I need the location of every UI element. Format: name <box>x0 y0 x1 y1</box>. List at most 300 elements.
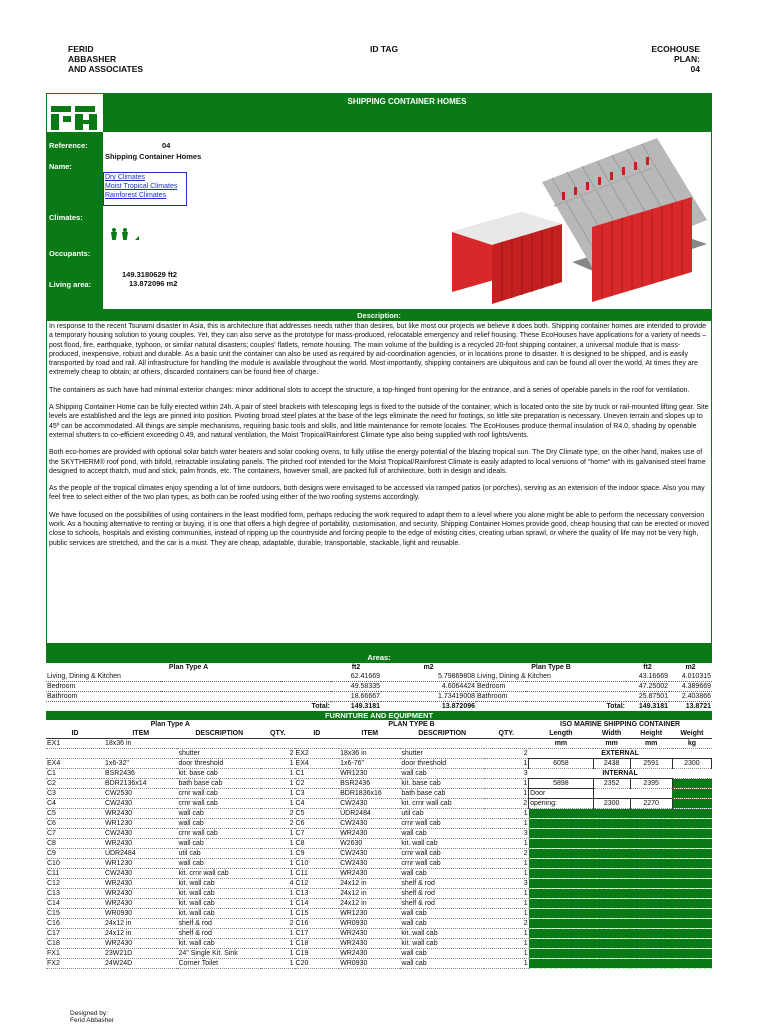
iso-internal-label: INTERNAL <box>529 769 712 779</box>
iso-blank <box>630 839 672 849</box>
description-paragraph: In response to the recent Tsunami disaster in Asia, this is architecture that addresses needs rather than desires, but like most our projects we believe it does both. Shipping container homes are intended to provide a temporary housing solution to young couples. Yet, they can also serve as the prototype for mass-produced, relocatable emergency and relief housing. These EcoHouses have applications for a variety of needs – post flood, fire, earthquake, typhoon, or similar natural disasters; couples' flatlets, remote housing. The main volume of the building is a recycled 20-foot shipping container, a universal module that is mass-produced, inexpensive, robust and durable. As a basic unit the container can also be used as required by aid-coordination agencies, or in locations prone to disaster. It is designed to be shipped, and is easily transported by road and rail. All infrastructure for handling the module is available throughout the world. Most importantly, shipping containers are ubiquitous and can be found all over the world. At times they are extremely cheap to obtain; at others, discarded containers can be found free of charge. <box>49 323 707 377</box>
plan-a-description: kit. wall cab <box>177 889 261 899</box>
iso-blank <box>672 949 711 959</box>
plan-a-description: kit. crnr wall cab <box>177 869 261 879</box>
plan-b-item: 24x12 in <box>339 889 400 899</box>
furniture-row <box>46 929 712 939</box>
iso-blank <box>630 899 672 909</box>
plan-b-item: WR2430 <box>339 929 400 939</box>
furniture-row <box>46 759 712 769</box>
plan-a-qty: 2 <box>261 809 294 819</box>
iso-door-label: Door <box>529 789 594 799</box>
plan-b-qty: 3 <box>484 769 529 779</box>
plan-b-qty: 1 <box>484 859 529 869</box>
iso-internal-value: 2352 <box>593 779 630 789</box>
plan-a-description: wall cab <box>177 859 261 869</box>
plan-a-item: CW2530 <box>104 789 178 799</box>
plan-b-id: EX4 <box>295 759 340 769</box>
plan-a-id <box>46 749 104 759</box>
iso-blank <box>630 809 672 819</box>
furniture-row <box>46 739 712 749</box>
description-paragraph: As the people of the tropical climates enjoy spending a lot of time outdoors, both designs were envisaged to be accessed via ramped patios (or porches), serving as an extension of the indoor space. Also you may feel free to select either of the two plan types, as both can be roofed using either of the two roofing systems accordingly. <box>49 485 705 502</box>
id-tag-title: ID TAG <box>370 44 399 54</box>
plan-a-item: WR0930 <box>104 909 178 919</box>
plan-a-item: WR2430 <box>104 809 178 819</box>
plan-a-qty <box>261 739 294 749</box>
plan-b-id: C20 <box>295 959 340 969</box>
logo <box>47 94 104 132</box>
firm-line: ABBASHER <box>68 54 117 64</box>
area-b-name: Living, Dining & Kitchen <box>476 672 626 682</box>
furniture-row <box>46 909 712 919</box>
occupants-label: Occupants: <box>47 249 103 258</box>
living-area-ft2: 149.3180629 ft2 <box>122 270 178 279</box>
iso-blank <box>672 779 711 789</box>
plan-a-description: shelf & rod <box>177 919 261 929</box>
firm-line: FERID <box>68 44 94 54</box>
plan-a-id: C11 <box>46 869 104 879</box>
climate-link-moist-tropical[interactable]: Moist Tropical Climates <box>105 183 178 190</box>
furniture-row <box>46 819 712 829</box>
plan-b-id <box>295 739 340 749</box>
col-id: ID <box>71 730 79 737</box>
iso-opening-label: opening: <box>529 799 594 809</box>
plan-line: PLAN: <box>674 54 700 64</box>
plan-b-item: CW2430 <box>339 819 400 829</box>
iso-blank <box>593 889 630 899</box>
plan-b-id: C11 <box>295 869 340 879</box>
plan-a-qty: 1 <box>261 929 294 939</box>
col-height: Height <box>640 730 663 737</box>
plan-a-id: C3 <box>46 789 104 799</box>
areas-m2-header: m2 <box>423 664 434 671</box>
plan-a-description: bath base cab <box>177 779 261 789</box>
plan-b-id: C5 <box>295 809 340 819</box>
iso-blank <box>672 909 711 919</box>
area-b-total-ft2: 149.3181 <box>638 703 669 710</box>
iso-blank <box>630 919 672 929</box>
plan-b-qty: 1 <box>484 909 529 919</box>
iso-blank <box>672 849 711 859</box>
plan-b-description: door threshold <box>400 759 484 769</box>
plan-b-qty: 1 <box>484 759 529 769</box>
furniture-row <box>46 859 712 869</box>
furniture-table <box>46 720 712 969</box>
plan-a-item: WR1230 <box>104 859 178 869</box>
plan-a-item: 23W21D <box>104 949 178 959</box>
plan-a-id: C1 <box>46 769 104 779</box>
plan-a-qty: 1 <box>261 789 294 799</box>
plan-b-id: C1 <box>295 769 340 779</box>
plan-a-description: crnr wall cab <box>177 829 261 839</box>
living-area-m2: 13.872096 m2 <box>129 279 178 288</box>
iso-blank <box>672 889 711 899</box>
iso-blank <box>593 939 630 949</box>
plan-a-item: 1x6-32" <box>104 759 178 769</box>
plan-a-item: WR2430 <box>104 889 178 899</box>
climate-link-dry[interactable]: Dry Climates <box>105 174 146 181</box>
iso-header: ISO MARINE SHIPPING CONTAINER <box>560 721 681 728</box>
plan-a-id: C10 <box>46 859 104 869</box>
plan-a-item: WR2430 <box>104 939 178 949</box>
iso-blank <box>529 829 594 839</box>
iso-internal-value: 5898 <box>529 779 594 789</box>
area-row <box>46 682 712 692</box>
iso-blank <box>672 809 711 819</box>
iso-door-value: 2270 <box>630 799 672 809</box>
area-a-ft2: 62.41669 <box>331 672 381 682</box>
firm-line: AND ASSOCIATES <box>68 64 144 74</box>
iso-blank <box>672 869 711 879</box>
plan-a-qty: 2 <box>261 919 294 929</box>
plan-b-qty: 1 <box>484 939 529 949</box>
plan-b-qty: 1 <box>484 959 529 969</box>
plan-label <box>651 44 700 74</box>
plan-b-item: WR1230 <box>339 769 400 779</box>
area-a-ft2: 49.58335 <box>331 682 381 692</box>
plan-b-description: wall cab <box>400 919 484 929</box>
iso-blank <box>593 919 630 929</box>
plan-b-item: WR0930 <box>339 959 400 969</box>
plan-b-id: C6 <box>295 819 340 829</box>
plan-a-description: shelf & rod <box>177 929 261 939</box>
plan-b-description: bath base cab <box>400 789 484 799</box>
plan-a-description: wall cab <box>177 809 261 819</box>
areas-m2-header: m2 <box>685 664 696 671</box>
iso-blank <box>672 959 711 969</box>
plan-a-id: C15 <box>46 909 104 919</box>
container-home-illustration <box>442 132 713 309</box>
plan-a-qty: 1 <box>261 939 294 949</box>
plan-b-item: UDR2484 <box>339 809 400 819</box>
plan-b-description: shelf & rod <box>400 889 484 899</box>
plan-b-id: C19 <box>295 949 340 959</box>
plan-a-item <box>104 749 178 759</box>
plan-b-description: kit. wall cab <box>400 839 484 849</box>
plan-a-id: C12 <box>46 879 104 889</box>
plan-a-description: util cab <box>177 849 261 859</box>
iso-blank <box>593 829 630 839</box>
person-icon <box>122 228 128 240</box>
area-row <box>46 692 712 702</box>
iso-blank <box>593 819 630 829</box>
furniture-row <box>46 829 712 839</box>
iso-blank <box>672 899 711 909</box>
furniture-row <box>46 959 712 969</box>
description-paragraph: The containers as such have had minimal exterior changes: minor additional slots to accept the structure, a top-hinged front opening for the entrance, and a series of operable panels in the roof for ventilation. <box>49 386 690 394</box>
occupants-icons <box>111 228 140 242</box>
plan-b-item: WR1230 <box>339 909 400 919</box>
plan-line: 04 <box>690 64 700 74</box>
plan-a-id: EX4 <box>46 759 104 769</box>
area-a-name: Living, Dining & Kitchen <box>46 672 331 682</box>
area-b-ft2: 43.16669 <box>626 672 669 682</box>
name-label: Name: <box>47 162 103 171</box>
iso-blank <box>630 819 672 829</box>
plan-b-qty: 1 <box>484 889 529 899</box>
plan-b-description: crnr wall cab <box>400 849 484 859</box>
plan-a-item: 24W24D <box>104 959 178 969</box>
plan-b-qty: 1 <box>484 899 529 909</box>
plan-a-qty: 1 <box>261 859 294 869</box>
plan-a-description: crnr wall cab <box>177 799 261 809</box>
plan-b-qty: 2 <box>484 749 529 759</box>
plan-b-qty: 2 <box>484 849 529 859</box>
plan-b-item: BSR2436 <box>339 779 400 789</box>
area-a-total-ft2: 149.3181 <box>350 703 380 710</box>
iso-blank <box>529 959 594 969</box>
iso-blank <box>630 929 672 939</box>
plan-a-qty: 1 <box>261 949 294 959</box>
iso-blank <box>529 879 594 889</box>
furniture-row <box>46 889 712 899</box>
child-icon <box>133 233 140 240</box>
climates-list <box>103 172 187 206</box>
plan-a-description: 24" Single Kit. Sink <box>177 949 261 959</box>
plan-b-description: kit. crnr wall cab <box>400 799 484 809</box>
plan-a-qty: 1 <box>261 959 294 969</box>
area-b-total-m2: 13.8721 <box>685 703 712 710</box>
iso-blank <box>630 889 672 899</box>
plan-b-header: PLAN TYPE B <box>388 721 435 728</box>
plan-a-description: kit. base cab <box>177 769 261 779</box>
plan-a-description: door threshold <box>177 759 261 769</box>
iso-unit: mm <box>630 739 672 749</box>
iso-blank <box>529 939 594 949</box>
area-b-ft2: 47.25002 <box>626 682 669 692</box>
plan-b-item: CW2430 <box>339 849 400 859</box>
iso-blank <box>672 859 711 869</box>
plan-b-id: C17 <box>295 929 340 939</box>
iso-blank <box>593 839 630 849</box>
plan-b-description: wall cab <box>400 909 484 919</box>
description-paragraph: A Shipping Container Home can be fully erected within 24h. A pair of steel brackets with telescoping legs is fixed to the outside of the container, which is located onto the site by truck or rail-mounted lifting gear. Site levels are established and the legs are pinned into position. Pivoting broad steel plates at the base of the legs eliminate the need for footings, so little site preparation is necessary. Uneven terrain and slopes up to 45º can be accommodated. All things are simple mechanisms, requiring basic tools and skills, and little maintenance for remote locales. The EcoHouses produce thermal insulation of R4.0, shading by openable external shutters to co-efficient exceeding 0.49, and natural ventilation, the Moist Tropical/Rainforest Climate type also being supplied with roof lights/vents. <box>49 404 709 439</box>
plan-b-description: kit. wall cab <box>400 929 484 939</box>
plan-b-qty: 1 <box>484 869 529 879</box>
climate-link-rainforest[interactable]: Rainforest Climates <box>105 192 167 199</box>
plan-b-qty: 1 <box>484 839 529 849</box>
plan-a-item: CW2430 <box>104 829 178 839</box>
plan-a-id: C5 <box>46 809 104 819</box>
spacer <box>46 643 712 652</box>
plan-b-qty: 1 <box>484 929 529 939</box>
area-row <box>46 672 712 682</box>
plan-a-qty: 1 <box>261 839 294 849</box>
area-a-name: Bedroom <box>46 682 331 692</box>
plan-b-item: CW2430 <box>339 859 400 869</box>
iso-blank <box>529 869 594 879</box>
col-description: DESCRIPTION <box>418 730 467 737</box>
plan-a-description: kit. wall cab <box>177 899 261 909</box>
plan-a-id: C17 <box>46 929 104 939</box>
plan-b-item: 24x12 in <box>339 899 400 909</box>
plan-a-id: C6 <box>46 819 104 829</box>
plan-a-qty: 1 <box>261 759 294 769</box>
plan-b-description <box>400 739 484 749</box>
plan-b-description: crnr wall cab <box>400 819 484 829</box>
reference-label: Reference: <box>47 141 103 150</box>
area-a-m2: 1.73419008 <box>381 692 476 702</box>
furniture-row <box>46 769 712 779</box>
iso-blank <box>593 959 630 969</box>
plan-b-id: C9 <box>295 849 340 859</box>
description-paragraph: Both eco-homes are provided with optional solar batch water heaters and solar cooking ovens, to fully utilise the energy potential of the blazing tropical sun. The Dry Climate type, on the other hand, makes use of the SKYTHERM® roof pond, with bifold, retractable insulating panels. The pitched roof intended for the Moist Tropical/Rainforest Climate is easily adapted to local versions of "home" with its galvanised steel frame designed to accept thatch, mud and stick, palm fronds, etc. The containers, however small, are packed full of architecture, both in design and ideals. <box>49 449 706 475</box>
iso-blank <box>630 959 672 969</box>
plan-b-description: shelf & rod <box>400 899 484 909</box>
iso-blank <box>672 879 711 889</box>
iso-external-value: 2438 <box>593 759 630 769</box>
iso-unit: mm <box>593 739 630 749</box>
plan-b-item: 1x6-76" <box>339 759 400 769</box>
plan-b-description: wall cab <box>400 769 484 779</box>
plan-b-item: 18x36 in <box>339 749 400 759</box>
plan-a-description: kit. wall cab <box>177 879 261 889</box>
plan-a-qty: 1 <box>261 909 294 919</box>
furniture-row <box>46 899 712 909</box>
iso-blank <box>593 859 630 869</box>
iso-blank <box>529 899 594 909</box>
iso-blank <box>630 869 672 879</box>
plan-b-item: WR2430 <box>339 939 400 949</box>
furniture-row <box>46 919 712 929</box>
plan-b-id: C15 <box>295 909 340 919</box>
iso-blank <box>672 789 711 799</box>
iso-blank <box>529 839 594 849</box>
plan-a-qty: 1 <box>261 769 294 779</box>
title-banner <box>103 94 711 132</box>
iso-blank <box>529 849 594 859</box>
plan-line: ECOHOUSE <box>651 44 700 54</box>
col-weight: Weight <box>680 730 704 737</box>
iso-blank <box>529 819 594 829</box>
plan-a-id: C4 <box>46 799 104 809</box>
plan-b-description: shelf & rod <box>400 879 484 889</box>
plan-b-id: C10 <box>295 859 340 869</box>
plan-a-item: CW2430 <box>104 799 178 809</box>
furniture-row <box>46 879 712 889</box>
col-qty: QTY. <box>498 730 515 737</box>
iso-blank <box>529 919 594 929</box>
plan-a-description: kit. wall cab <box>177 939 261 949</box>
plan-a-item: WR2430 <box>104 839 178 849</box>
area-total-row <box>46 702 712 712</box>
col-id: ID <box>313 730 321 737</box>
iso-external-value: 2300 <box>672 759 711 769</box>
plan-a-item: BSR2436 <box>104 769 178 779</box>
plan-a-id: C18 <box>46 939 104 949</box>
iso-blank <box>593 929 630 939</box>
plan-a-item: 24x12 in <box>104 929 178 939</box>
person-icon <box>111 228 117 240</box>
plan-b-id: EX2 <box>295 749 340 759</box>
iso-blank <box>630 879 672 889</box>
iso-blank <box>529 909 594 919</box>
areas-plan-b-header: Plan Type B <box>531 664 571 671</box>
furniture-row <box>46 789 712 799</box>
plan-b-qty <box>484 739 529 749</box>
plan-b-qty: 3 <box>484 829 529 839</box>
iso-external-value: 2591 <box>630 759 672 769</box>
plan-a-description: wall cab <box>177 839 261 849</box>
iso-blank <box>630 939 672 949</box>
iso-blank <box>672 829 711 839</box>
area-a-m2: 5.79869808 <box>381 672 476 682</box>
plan-a-id: C13 <box>46 889 104 899</box>
description-header: Description: <box>46 310 712 321</box>
living-area-label: Living area: <box>47 280 103 289</box>
plan-a-item: WR2430 <box>104 899 178 909</box>
plan-b-id: C14 <box>295 899 340 909</box>
plan-b-item: BDR1836x16 <box>339 789 400 799</box>
plan-a-qty: 1 <box>261 829 294 839</box>
plan-a-item: BDR2136x14 <box>104 779 178 789</box>
plan-a-item: 18x36 in <box>104 739 178 749</box>
plan-a-qty: 4 <box>261 879 294 889</box>
plan-a-description: kit. wall cab <box>177 909 261 919</box>
plan-b-item: WR0930 <box>339 919 400 929</box>
plan-a-id: C7 <box>46 829 104 839</box>
plan-b-description: wall cab <box>400 949 484 959</box>
plan-b-id: C18 <box>295 939 340 949</box>
iso-blank <box>593 909 630 919</box>
plan-b-item: 24x12 in <box>339 879 400 889</box>
iso-blank <box>529 809 594 819</box>
plan-b-description: wall cab <box>400 829 484 839</box>
plan-b-id: C7 <box>295 829 340 839</box>
area-b-name: Bathroom <box>476 692 626 702</box>
iso-blank <box>672 929 711 939</box>
furniture-row <box>46 779 712 789</box>
iso-unit: mm <box>529 739 594 749</box>
iso-blank <box>630 859 672 869</box>
col-qty: QTY. <box>270 730 286 737</box>
description-paragraph: We have focused on the possibilities of using containers in the least modified form, perhaps reducing the work required to adapt them to a level where you alone might be able to perform the necessary conversion work. As a housing alternative to renting or buying, it is one that offers a high degree of portability, customisation, and security. Shipping Container Homes provide good, cheap housing that can be erected or moved close to schools, hospitals and existing communities, instead of ripping up the countryside and forcing people to the edge of existing cities, creating urban sprawl, or where the quality of life may not be very high, public services are stretched, and the car is a must. They are cheap, adaptable, durable, transportable, stackable, light and reusable. <box>49 511 709 547</box>
climates-label: Climates: <box>47 213 103 222</box>
iso-blank <box>672 939 711 949</box>
iso-blank <box>672 819 711 829</box>
area-a-ft2: 18.66667 <box>331 692 381 702</box>
iso-blank <box>630 789 672 799</box>
plan-b-qty: 2 <box>484 799 529 809</box>
iso-blank <box>529 889 594 899</box>
plan-a-item: CW2430 <box>104 869 178 879</box>
plan-b-id: C16 <box>295 919 340 929</box>
plan-b-item: WR2430 <box>339 869 400 879</box>
plan-a-item: UDR2484 <box>104 849 178 859</box>
furniture-row <box>46 939 712 949</box>
iso-blank <box>593 949 630 959</box>
iso-blank <box>529 929 594 939</box>
plan-a-item: WR1230 <box>104 819 178 829</box>
areas-ft2-header: ft2 <box>643 664 652 671</box>
firm-name <box>68 44 143 74</box>
plan-a-qty: 1 <box>261 889 294 899</box>
furniture-header: FURNITURE AND EQUIPMENT <box>46 711 712 720</box>
description-text <box>46 321 712 643</box>
plan-a-id: C8 <box>46 839 104 849</box>
plan-a-id: C14 <box>46 899 104 909</box>
plan-b-id: C2 <box>295 779 340 789</box>
col-item: ITEM <box>132 730 150 737</box>
area-total-label: Total: <box>606 703 626 710</box>
plan-a-id: C9 <box>46 849 104 859</box>
col-length: Length <box>549 730 573 737</box>
col-item: ITEM <box>361 730 379 737</box>
iso-blank <box>630 909 672 919</box>
iso-blank <box>593 809 630 819</box>
plan-a-id: FX2 <box>46 959 104 969</box>
plan-a-id: EX1 <box>46 739 104 749</box>
